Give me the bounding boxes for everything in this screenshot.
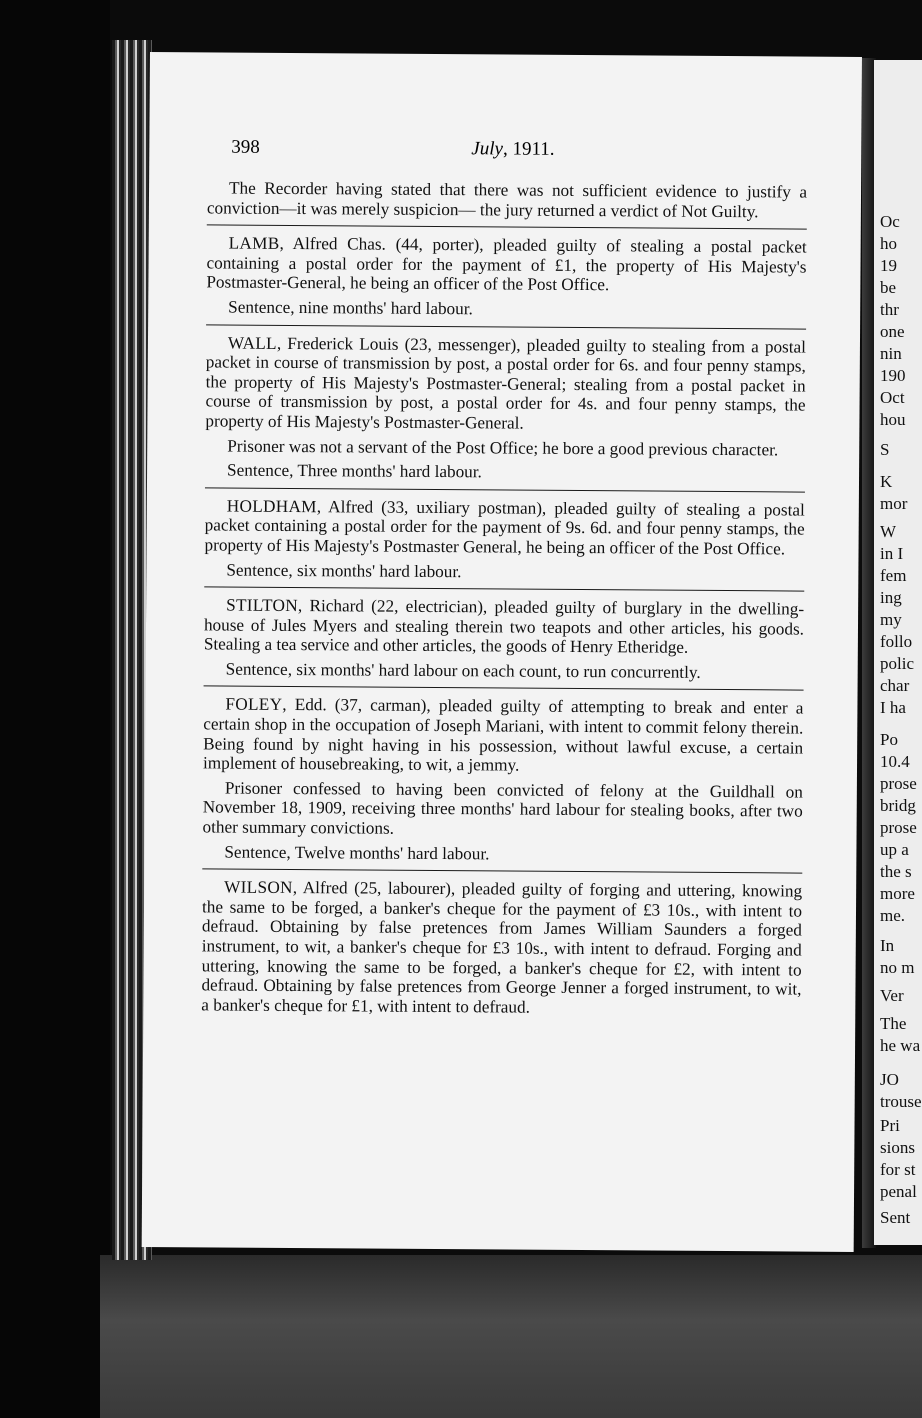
facing-page-fragment: ho: [880, 234, 897, 253]
background-left: [0, 0, 110, 1418]
case-paragraph-text: The Recorder having stated that there was not sufficient evidence to justify a conviction—it was merely suspicion— the jury returned a verdict of Not Guilty.: [206, 178, 808, 221]
case-entry: [206, 230, 807, 327]
case-paragraph-text: , Alfred (33, uxiliary postman), pleaded guilty of stealing a postal packet containing a postal order for the payment of 9s. 6d. and four penny stamps, the property of His Majesty's Postmaster General, he being an officer of the Post Office.: [204, 496, 805, 559]
facing-page: [874, 60, 922, 1245]
case-entry: [207, 174, 807, 226]
facing-page-fragment: Oct: [880, 388, 905, 407]
case-note: [205, 436, 805, 460]
page-header: [231, 137, 821, 167]
facing-page-fragment: no m: [880, 958, 915, 977]
case-text: [204, 496, 804, 559]
facing-page-fragment: In: [880, 936, 895, 955]
case-text: [204, 595, 804, 658]
facing-page-fragment: Pri: [880, 1116, 900, 1135]
case-paragraph-text: , Alfred (25, labourer), pleaded guilty of forging and uttering, knowing the same to be forged, a banker's cheque for the payment of £3 10s., with intent to defraud. Obtaining by false pretences from James William Saunders a forged instrument, to wit, a banker's cheque for £3 10s., with intent to defraud. Forging and uttering, knowing the same to be forged, a banker's cheque for £2, with intent to defraud. Obtaining by false pretences from George Jenner a forged instrument, to wit, a banker's cheque for £1, with intent to defraud.: [201, 878, 803, 1017]
case-paragraph-text: Prisoner was not a servant of the Post Office; he bore a good previous character.: [227, 436, 779, 459]
facing-page-fragment: 190: [880, 366, 906, 385]
case-paragraph-text: Sentence, Twelve months' hard labour.: [224, 842, 490, 864]
case-entry: [202, 691, 803, 871]
facing-page-fragment: nin: [880, 344, 902, 363]
page-month: July: [471, 138, 504, 160]
page-year: , 1911.: [502, 138, 555, 160]
facing-page-fragment: The: [880, 1014, 907, 1033]
case-entry: [201, 874, 802, 1024]
case-paragraph-text: Sentence, nine months' hard labour.: [228, 297, 473, 319]
case-paragraph-text: , Alfred Chas. (44, porter), pleaded guilty of stealing a postal packet containing a postal order for the payment of £1, the property of His Majesty's Postmaster-General, he being an officer of the Post Office.: [206, 234, 807, 295]
facing-page-fragment: S: [880, 440, 890, 459]
page-body: [201, 174, 807, 1024]
case-paragraph-text: Prisoner confessed to having been convicted of felony at the Guildhall on November 18, 1909, receiving three months' hard labour for stealing books, after two other summary convictions.: [202, 778, 803, 838]
case-note: [203, 778, 803, 841]
facing-page-fragment: follo: [880, 632, 913, 651]
facing-page-fragment: more: [880, 884, 915, 903]
facing-page-fragment: me.: [880, 906, 906, 925]
page-number: 398: [231, 136, 260, 158]
facing-page-fragment: prose: [880, 818, 917, 837]
defendant-name: WALL: [227, 333, 277, 353]
facing-page-fragment: my: [880, 610, 902, 629]
facing-page-fragment: sions: [880, 1138, 915, 1157]
facing-page-fragment: thr: [880, 300, 899, 319]
case-paragraph-text: Sentence, six months' hard labour.: [226, 560, 462, 581]
case-note: [204, 560, 804, 584]
facing-page-fragment: mor: [880, 494, 908, 513]
defendant-name: FOLEY: [225, 695, 283, 715]
facing-page-fragment: 19: [880, 256, 897, 275]
case-text: [203, 695, 804, 778]
case-paragraph-text: Sentence, six months' hard labour on each count, to run concurrently.: [225, 659, 701, 682]
facing-page-fragment: I ha: [880, 698, 906, 717]
facing-page-fragment: he wa: [880, 1036, 921, 1055]
facing-page-fragment: up a: [880, 840, 909, 859]
book-page: [142, 52, 862, 1252]
facing-page-fragment: be: [880, 278, 897, 297]
facing-page-fragment: K: [880, 472, 893, 491]
case-paragraph-text: , Edd. (37, carman), pleaded guilty of attempting to break and enter a certain shop in the occupation of Joseph Mariani, with intent to commit felony therein. Being found by night having in his possession, without lawful excuse, a certain implement of housebreaking, to wit, a jemmy.: [202, 695, 804, 775]
case-entry: [204, 591, 805, 688]
case-note: [205, 461, 805, 485]
case-entry: [204, 492, 805, 589]
facing-page-fragment: fem: [880, 566, 907, 585]
facing-page-fragment: penal: [880, 1182, 917, 1201]
case-note: [206, 297, 806, 321]
facing-page-fragment: JO: [880, 1070, 899, 1089]
page-date: [471, 138, 554, 161]
case-note: [202, 842, 802, 866]
facing-page-fragment: Sent: [880, 1208, 911, 1227]
facing-page-fragment: hou: [880, 410, 906, 429]
defendant-name: HOLDHAM: [226, 496, 317, 516]
facing-page-fragment: the s: [880, 862, 912, 881]
facing-page-fragment: polic: [880, 654, 914, 673]
facing-page-fragment: in I: [880, 544, 904, 563]
facing-page-fragment: ing: [880, 588, 902, 607]
facing-page-fragment: Oc: [880, 212, 900, 231]
case-paragraph-text: , Frederick Louis (23, messenger), pleaded guilty to stealing from a postal packet in course of transmission by post, a postal order for 6s. and four penny stamps, the property of His Majesty's Postmaster-General; stealing from a postal packet in course of transmission by post, a postal order for 4s. and four penny stamps, the property of His Majesty's Postmaster-General.: [205, 333, 807, 433]
facing-page-fragment: Ver: [880, 986, 904, 1005]
case-entry: [205, 329, 806, 489]
case-text: [206, 234, 806, 297]
facing-page-fragment: W: [880, 522, 897, 541]
facing-page-fragment: Po: [880, 730, 898, 749]
facing-page-fragment: trouse: [880, 1092, 922, 1111]
facing-page-fragment: bridg: [880, 796, 916, 815]
case-paragraph-text: , Richard (22, electrician), pleaded guilty of burglary in the dwelling-house of Jules Myers and stealing therein two teapots and other articles, his goods. Stealing a tea service and other articles, the goods of Henry Etheridge.: [203, 596, 805, 658]
defendant-name: STILTON: [226, 595, 299, 616]
facing-page-fragment: one: [880, 322, 905, 341]
facing-page-fragment: for st: [880, 1160, 916, 1179]
case-text: [207, 178, 807, 221]
case-paragraph-text: Sentence, Three months' hard labour.: [227, 460, 482, 482]
defendant-name: LAMB: [228, 233, 280, 254]
case-text: [205, 333, 806, 435]
facing-page-fragment: char: [880, 676, 910, 695]
background-bottom: [100, 1255, 922, 1418]
defendant-name: WILSON: [224, 877, 293, 898]
facing-page-fragment: 10.4: [880, 752, 910, 771]
case-text: [201, 878, 802, 1019]
facing-page-fragment: prose: [880, 774, 917, 793]
case-note: [204, 659, 804, 683]
